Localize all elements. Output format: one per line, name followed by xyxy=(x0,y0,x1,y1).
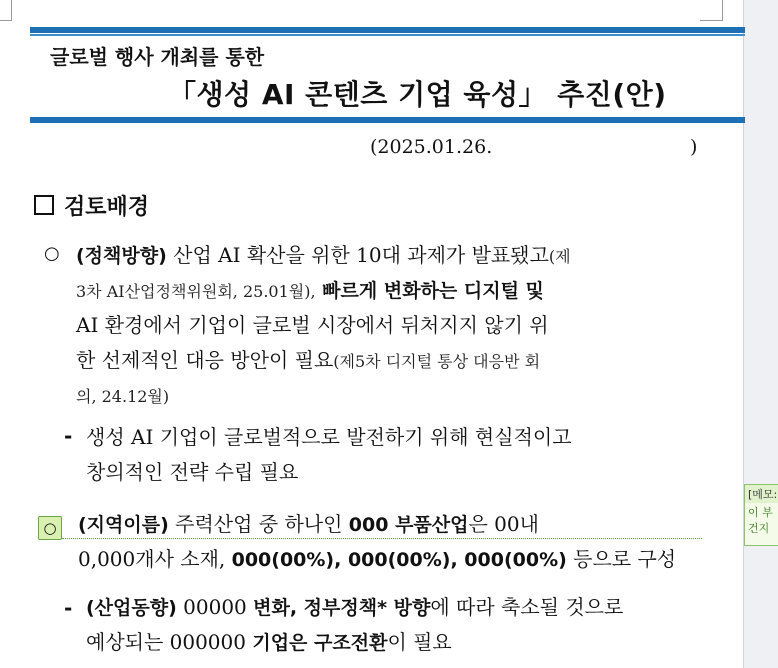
text-run: 등으로 구성 xyxy=(566,547,677,571)
text-run: 00000 xyxy=(176,595,254,619)
memo-balloon[interactable] xyxy=(744,484,778,546)
text-run: 0,000개사 소재, xyxy=(78,547,232,571)
memo-margin-pane xyxy=(743,0,778,668)
text-line xyxy=(76,273,700,308)
text-run-small: 의, 24.12월) xyxy=(76,387,170,406)
text-line xyxy=(78,507,700,542)
dash-bullet: - xyxy=(64,424,73,448)
text-line xyxy=(76,343,700,378)
text-run: 은 00내 xyxy=(468,512,539,536)
text-line xyxy=(76,378,700,413)
checkbox-square-icon xyxy=(34,195,54,215)
dash-bullet: - xyxy=(64,596,73,620)
text-line xyxy=(76,308,700,343)
bold-label: (정책방향) xyxy=(76,245,167,267)
page-corner-mark xyxy=(700,20,722,21)
text-run: 예상되는 000000 xyxy=(86,630,253,654)
bullet-circle-icon: ○ xyxy=(44,243,60,264)
memo-anchor-bullet[interactable]: ○ xyxy=(38,516,62,540)
bold-label: (지역이름) xyxy=(78,514,169,536)
document-date: (2025.01.26. xyxy=(370,136,493,158)
section-heading-text: 검토배경 xyxy=(64,195,150,220)
text-run: 에 따라 축소될 것으로 xyxy=(430,595,624,619)
text-line: 창의적인 전략 수립 필요 xyxy=(86,460,299,484)
memo-anchor-underline xyxy=(62,538,702,539)
paragraph-strategy xyxy=(86,420,700,490)
bold-text: 빠르게 변화하는 디지털 및 xyxy=(315,280,544,302)
title-rule-top-thin xyxy=(30,34,745,36)
text-run: AI 환경에서 기업이 글로벌 시장에서 뒤처지지 않기 위 xyxy=(76,313,549,337)
paragraph-industry-trend xyxy=(86,590,700,660)
document-date-close: ) xyxy=(690,136,698,158)
paragraph-policy-direction xyxy=(76,238,700,413)
text-line xyxy=(78,542,700,577)
document-title: 「생성 AI 콘텐츠 기업 육성」 추진(안) xyxy=(168,78,667,111)
page-corner-mark xyxy=(722,0,723,21)
text-run: 한 선제적인 대응 방안이 필요 xyxy=(76,348,334,372)
text-run: 주력산업 중 하나인 xyxy=(168,512,349,536)
text-line xyxy=(86,625,700,660)
text-line xyxy=(86,590,700,625)
title-rule-bottom xyxy=(30,117,745,123)
bold-text: 변화, 정부정책* 방향 xyxy=(253,597,431,619)
paragraph-region xyxy=(78,507,700,577)
text-run: 이 필요 xyxy=(387,630,452,654)
memo-text-line: 이 부 xyxy=(748,506,773,519)
text-run-small: 3차 AI산업정책위원회, 25.01월), xyxy=(76,282,316,301)
bold-text: 000 부품산업 xyxy=(348,514,469,536)
title-rule-top xyxy=(30,27,745,33)
text-run-small: (제 xyxy=(548,247,571,266)
bold-text: 기업은 구조전환 xyxy=(252,632,388,654)
text-run-small: (제5차 디지털 통상 대응반 회 xyxy=(333,352,541,371)
bold-text: 000(00%), 000(00%), 000(00%) xyxy=(231,549,567,571)
memo-title: [메모: xyxy=(745,485,778,503)
page-corner-mark xyxy=(11,0,12,21)
text-line xyxy=(76,238,700,273)
text-line: 생성 AI 기업이 글로벌적으로 발전하기 위해 현실적이고 xyxy=(86,425,572,449)
text-run: 산업 AI 확산을 위한 10대 과제가 발표됐고 xyxy=(166,243,549,267)
memo-text xyxy=(745,503,778,539)
section-heading xyxy=(34,190,149,221)
bold-label: (산업동향) xyxy=(86,597,177,619)
memo-text-line: 건지 xyxy=(748,522,770,535)
document-subtitle: 글로벌 행사 개최를 통한 xyxy=(50,45,265,69)
